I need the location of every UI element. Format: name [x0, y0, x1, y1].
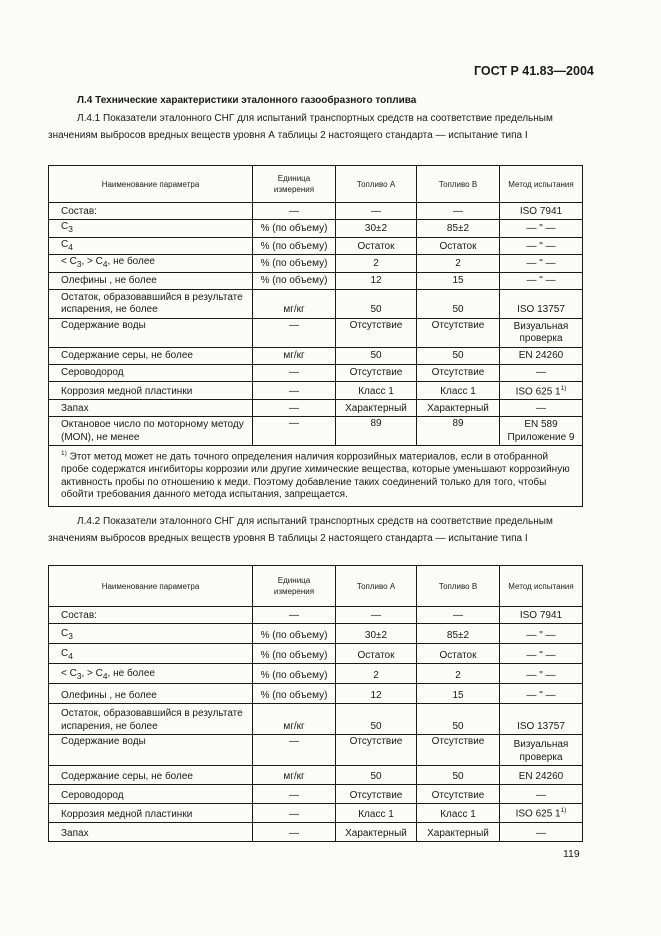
- row-fuel-a: —: [336, 607, 417, 624]
- table-header-row: [49, 566, 583, 607]
- row-fuel-b: 50: [417, 289, 500, 318]
- row-method: ISO 13757: [500, 704, 583, 735]
- row-method: EN 24260: [500, 347, 583, 364]
- table-row: [49, 684, 583, 704]
- paragraph-l42: Л.4.2 Показатели эталонного СНГ для испытаний транспортных средств на соответствие предельным значениям выбросов вредных веществ уровня В таблицы 2 настоящего стандарта — испытание типа I: [48, 516, 553, 544]
- row-unit: мг/кг: [253, 766, 336, 785]
- table-row: [49, 400, 583, 417]
- row-fuel-b: Характерный: [417, 400, 500, 417]
- row-fuel-a: Остаток: [336, 644, 417, 664]
- row-unit: % (по объему): [253, 237, 336, 255]
- row-fuel-b: Класс 1: [417, 804, 500, 823]
- table-row: [49, 804, 583, 823]
- col-header-method: Метод испытания: [500, 166, 583, 203]
- row-fuel-a: 2: [336, 255, 417, 273]
- row-fuel-b: Отсутствие: [417, 735, 500, 766]
- row-method: — " —: [500, 237, 583, 255]
- row-fuel-b: 15: [417, 272, 500, 289]
- row-name: Запах: [49, 823, 253, 842]
- row-fuel-a: Отсутствие: [336, 318, 417, 347]
- row-unit: мг/кг: [253, 347, 336, 364]
- row-method: ISO 7941: [500, 203, 583, 220]
- table-row: [49, 704, 583, 735]
- table-row: [49, 364, 583, 381]
- col-header-unit: Единица измерения: [253, 566, 336, 607]
- footnote-text: Этот метод может не дать точного определения наличия коррозийных материалов, если в отобранной пробе содержатся ингибиторы коррозии или другие химические вещества, которые уменьшают коррозийную активность пробы по отношению к меди. Поэтому добавление таких соединений только для того, чтобы обойти требования данного метода испытания, запрещается.: [61, 451, 570, 501]
- standard-number: ГОСТ Р 41.83—2004: [474, 64, 594, 78]
- row-name: $C_3$: [49, 624, 253, 644]
- row-fuel-b: 2: [417, 664, 500, 684]
- row-unit: % (по объему): [253, 684, 336, 704]
- row-method: —: [500, 823, 583, 842]
- row-fuel-a: 50: [336, 704, 417, 735]
- row-method: Визуальная проверка: [500, 318, 583, 347]
- row-name: $C_4$: [49, 644, 253, 664]
- row-method: — " —: [500, 220, 583, 238]
- row-fuel-b: 85±2: [417, 624, 500, 644]
- row-name: $C_3$: [49, 220, 253, 238]
- row-unit: % (по объему): [253, 664, 336, 684]
- row-fuel-a: 50: [336, 766, 417, 785]
- table-row: [49, 255, 583, 273]
- table-row: [49, 644, 583, 664]
- col-header-method: Метод испытания: [500, 566, 583, 607]
- table-row: [49, 237, 583, 255]
- table-header-row: [49, 166, 583, 203]
- col-header-fuel-b: Топливо В: [417, 166, 500, 203]
- row-name: < $C_3$, > $C_4$, не более: [49, 255, 253, 273]
- row-fuel-b: 50: [417, 347, 500, 364]
- row-name: Содержание воды: [49, 735, 253, 766]
- footnote-row: [49, 446, 583, 506]
- row-name: Коррозия медной пластинки: [49, 381, 253, 400]
- row-method: EN 24260: [500, 766, 583, 785]
- row-name: Октановое число по моторному методу (MON), не менее: [49, 417, 253, 446]
- table-row: [49, 220, 583, 238]
- row-name: Остаток, образовавшийся в результате испарения, не более: [49, 289, 253, 318]
- page-number: 119: [563, 848, 580, 860]
- row-fuel-a: Характерный: [336, 823, 417, 842]
- row-fuel-a: 30±2: [336, 624, 417, 644]
- row-fuel-b: Класс 1: [417, 381, 500, 400]
- row-name: Содержание воды: [49, 318, 253, 347]
- table-row: [49, 203, 583, 220]
- row-method: — " —: [500, 664, 583, 684]
- row-fuel-b: 15: [417, 684, 500, 704]
- col-header-fuel-a: Топливо А: [336, 166, 417, 203]
- row-method: — " —: [500, 255, 583, 273]
- row-unit: % (по объему): [253, 624, 336, 644]
- row-fuel-b: 85±2: [417, 220, 500, 238]
- row-fuel-a: 89: [336, 417, 417, 446]
- row-unit: —: [253, 364, 336, 381]
- row-method: ISO 625 1$^{1)}$: [500, 804, 583, 823]
- row-unit: % (по объему): [253, 255, 336, 273]
- row-unit: —: [253, 417, 336, 446]
- row-name: $C_4$: [49, 237, 253, 255]
- table-row: [49, 289, 583, 318]
- row-fuel-a: 50: [336, 347, 417, 364]
- footnote-ref: 1): [560, 384, 567, 392]
- row-unit: —: [253, 400, 336, 417]
- row-method: ISO 625 1$^{1)}$: [500, 381, 583, 400]
- row-name: Содержание серы, не более: [49, 766, 253, 785]
- row-name: Остаток, образовавшийся в результате испарения, не более: [49, 704, 253, 735]
- row-unit: —: [253, 785, 336, 804]
- row-unit: —: [253, 607, 336, 624]
- row-name: < $C_3$, > $C_4$, не более: [49, 664, 253, 684]
- table-row: [49, 607, 583, 624]
- footnote: [49, 446, 583, 506]
- row-fuel-b: 89: [417, 417, 500, 446]
- fuel-spec-table-level-a: [48, 165, 583, 507]
- row-method: Визуальная проверка: [500, 735, 583, 766]
- row-method: —: [500, 785, 583, 804]
- fuel-spec-table-level-b: [48, 565, 583, 842]
- row-fuel-b: Остаток: [417, 644, 500, 664]
- row-method: ISO 13757: [500, 289, 583, 318]
- row-name: Сероводород: [49, 364, 253, 381]
- row-name: Запах: [49, 400, 253, 417]
- row-fuel-b: 50: [417, 766, 500, 785]
- row-fuel-b: Отсутствие: [417, 785, 500, 804]
- row-unit: —: [253, 203, 336, 220]
- row-fuel-a: 12: [336, 272, 417, 289]
- paragraph-l41: Л.4.1 Показатели эталонного СНГ для испытаний транспортных средств на соответствие предельным значениям выбросов вредных веществ уровня А таблицы 2 настоящего стандарта — испытание типа I: [48, 113, 553, 141]
- row-fuel-a: 50: [336, 289, 417, 318]
- row-fuel-a: 2: [336, 664, 417, 684]
- section-heading: Л.4 Технические характеристики эталонного газообразного топлива: [77, 95, 417, 106]
- col-header-fuel-b: Топливо В: [417, 566, 500, 607]
- row-method: EN 589 Приложение 9: [500, 417, 583, 446]
- row-unit: —: [253, 318, 336, 347]
- row-method: — " —: [500, 272, 583, 289]
- row-method: —: [500, 364, 583, 381]
- row-fuel-b: 2: [417, 255, 500, 273]
- table-row: [49, 318, 583, 347]
- table-row: [49, 347, 583, 364]
- footnote-marker: 1): [61, 450, 67, 458]
- row-name: Состав:: [49, 203, 253, 220]
- col-header-name: Наименование параметра: [49, 566, 253, 607]
- row-name: Содержание серы, не более: [49, 347, 253, 364]
- row-unit: мг/кг: [253, 289, 336, 318]
- row-method: —: [500, 400, 583, 417]
- table-row: [49, 823, 583, 842]
- row-fuel-b: Характерный: [417, 823, 500, 842]
- row-unit: —: [253, 804, 336, 823]
- row-fuel-b: Остаток: [417, 237, 500, 255]
- row-fuel-a: Класс 1: [336, 381, 417, 400]
- row-fuel-b: Отсутствие: [417, 364, 500, 381]
- table-row: [49, 785, 583, 804]
- row-name: Коррозия медной пластинки: [49, 804, 253, 823]
- row-fuel-a: Отсутствие: [336, 364, 417, 381]
- row-method: — " —: [500, 624, 583, 644]
- row-fuel-a: 12: [336, 684, 417, 704]
- table-row: [49, 272, 583, 289]
- row-method: — " —: [500, 644, 583, 664]
- row-unit: % (по объему): [253, 220, 336, 238]
- row-unit: —: [253, 823, 336, 842]
- table-row: [49, 624, 583, 644]
- table-row: [49, 664, 583, 684]
- row-fuel-b: —: [417, 607, 500, 624]
- row-name: Олефины , не более: [49, 272, 253, 289]
- row-method: — " —: [500, 684, 583, 704]
- row-fuel-a: —: [336, 203, 417, 220]
- col-header-name: Наименование параметра: [49, 166, 253, 203]
- row-name: Состав:: [49, 607, 253, 624]
- row-unit: % (по объему): [253, 644, 336, 664]
- row-fuel-a: Характерный: [336, 400, 417, 417]
- row-fuel-a: 30±2: [336, 220, 417, 238]
- row-unit: % (по объему): [253, 272, 336, 289]
- row-fuel-a: Отсутствие: [336, 735, 417, 766]
- table-row: [49, 766, 583, 785]
- row-unit: —: [253, 735, 336, 766]
- row-fuel-a: Остаток: [336, 237, 417, 255]
- row-unit: мг/кг: [253, 704, 336, 735]
- row-method: ISO 7941: [500, 607, 583, 624]
- row-unit: —: [253, 381, 336, 400]
- row-fuel-a: Отсутствие: [336, 785, 417, 804]
- row-fuel-b: —: [417, 203, 500, 220]
- table-row: [49, 735, 583, 766]
- row-name: Олефины , не более: [49, 684, 253, 704]
- footnote-ref: 1): [560, 807, 567, 815]
- table-row: [49, 381, 583, 400]
- col-header-fuel-a: Топливо А: [336, 566, 417, 607]
- col-header-unit: Единица измерения: [253, 166, 336, 203]
- row-fuel-b: 50: [417, 704, 500, 735]
- row-name: Сероводород: [49, 785, 253, 804]
- row-fuel-a: Класс 1: [336, 804, 417, 823]
- row-fuel-b: Отсутствие: [417, 318, 500, 347]
- table-row: [49, 417, 583, 446]
